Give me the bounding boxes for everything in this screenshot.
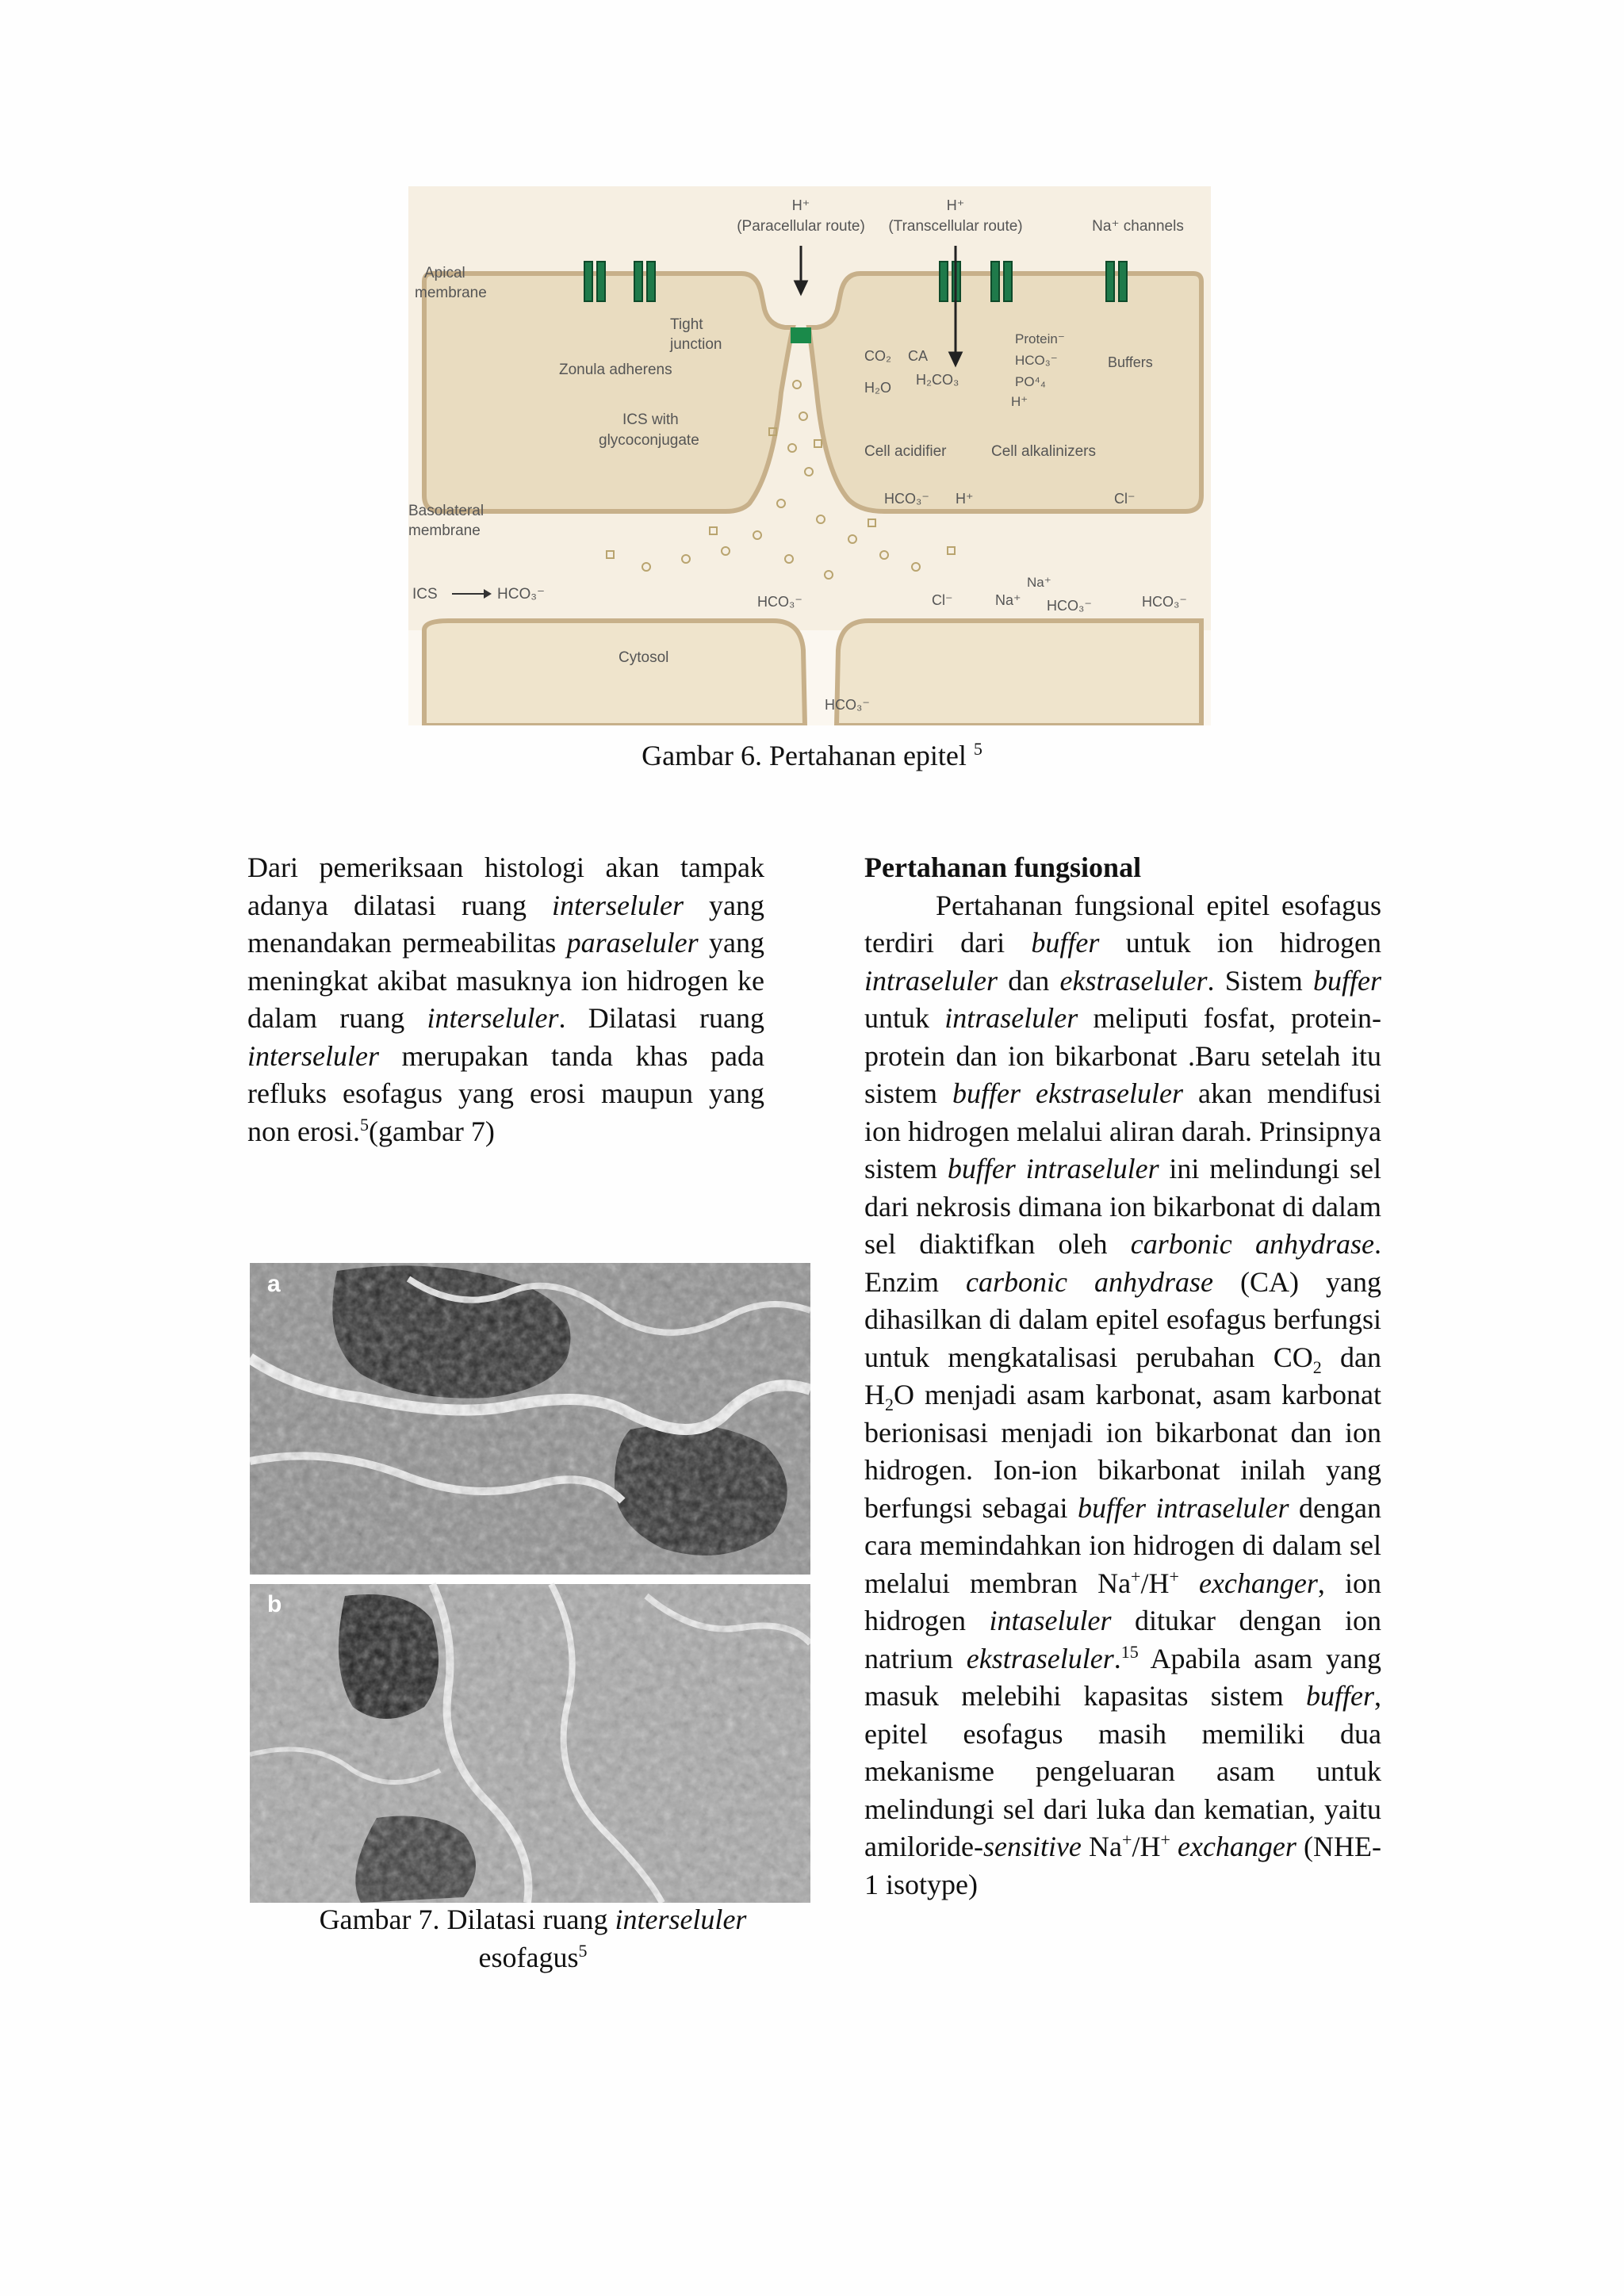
label-apical-2: membrane	[415, 285, 487, 301]
label-ics-1: ICS with	[622, 411, 679, 428]
right-column-text	[864, 849, 1381, 1904]
micrograph-panel-b	[250, 1584, 810, 1903]
label-protein: Protein⁻	[1015, 331, 1065, 346]
label-na-channels: Na⁺ channels	[1092, 218, 1184, 235]
label-cl-1: Cl⁻	[1114, 491, 1136, 507]
section-heading: Pertahanan fungsional	[864, 851, 1142, 883]
label-h-transcellular: H⁺	[946, 197, 965, 213]
figure-7-caption: Gambar 7. Dilatasi ruang interseluler esofagus$^5$	[319, 1904, 747, 1973]
label-basolateral-2: membrane	[408, 522, 481, 539]
label-hplus-2: H⁺	[956, 491, 974, 507]
label-zonula-adherens: Zonula adherens	[559, 362, 672, 378]
figure-6-caption	[0, 739, 1624, 772]
label-hco3-f: HCO₃⁻	[1142, 594, 1187, 610]
label-h2co3: H₂CO₃	[916, 372, 959, 388]
label-hco3-b: HCO₃⁻	[884, 491, 929, 507]
label-cell-acidifier: Cell acidifier	[864, 443, 947, 460]
label-po4: PO⁴₄	[1015, 374, 1046, 389]
label-cytosol: Cytosol	[619, 649, 669, 666]
label-apical-1: Apical	[424, 265, 465, 281]
label-ca: CA	[908, 348, 929, 364]
label-hco3-g: HCO₃⁻	[825, 697, 870, 713]
label-cell-alkalinizers: Cell alkalinizers	[991, 443, 1096, 460]
left-column-text	[247, 849, 764, 1150]
label-hco3-a: HCO₃⁻	[1015, 353, 1058, 368]
label-h-paracellular: H⁺	[791, 197, 810, 213]
label-tight-2: junction	[670, 336, 722, 353]
left-paragraph: Dari pemeriksaan histologi akan tampak adanya dilatasi ruang interseluler yang menandakan permeabilitas paraseluler yang meningkat akibat masuknya ion hidrogen ke dalam ruang interseluler. Dilatasi ruang interseluler merupakan tanda khas pada refluks esofagus yang erosi maupun yang non erosi.$^5$(gambar 7)	[247, 851, 764, 1147]
label-ics-2: glycoconjugate	[599, 432, 699, 449]
label-ics-arrow: ICS	[412, 586, 438, 603]
label-paracellular-route: (Paracellular route)	[737, 218, 865, 235]
label-h2o: H₂O	[864, 380, 891, 396]
panel-a-label: a	[267, 1271, 281, 1297]
figure-6-caption-ref: 5	[973, 739, 982, 759]
figure-epithelial-defense-diagram	[408, 186, 1211, 725]
label-hco3-d: HCO₃⁻	[757, 594, 802, 610]
figure-6-caption-text: Gambar 6. Pertahanan epitel	[642, 740, 974, 771]
label-cl-2: Cl⁻	[932, 592, 953, 608]
figure-micrographs	[250, 1263, 810, 1903]
label-na-plus: Na⁺	[1027, 575, 1051, 590]
label-transcellular-route: (Transcellular route)	[888, 218, 1023, 235]
micrograph-panel-a	[250, 1263, 810, 1575]
label-hco3-c: HCO₃⁻	[497, 586, 545, 603]
label-buffers: Buffers	[1108, 354, 1153, 370]
panel-b-label: b	[267, 1591, 282, 1617]
label-hplus: H⁺	[1011, 394, 1028, 409]
label-co2: CO₂	[864, 348, 891, 364]
label-na-2: Na⁺	[995, 592, 1021, 608]
label-basolateral-1: Basolateral	[408, 503, 485, 519]
label-tight-1: Tight	[670, 316, 703, 333]
right-paragraph: Pertahanan fungsional epitel esofagus terdiri dari buffer untuk ion hidrogen intraseluler dan ekstraseluler. Sistem buffer untuk intraseluler meliputi fosfat, protein-protein dan ion bikarbonat .Baru setelah itu sistem buffer ekstraseluler akan mendifusi ion hidrogen melalui aliran darah. Prinsipnya sistem buffer intraseluler ini melindungi sel dari nekrosis dimana ion bikarbonat di dalam sel diaktifkan oleh carbonic anhydrase. Enzim carbonic anhydrase (CA) yang dihasilkan di dalam epitel esofagus berfungsi untuk mengkatalisasi perubahan $CO_2$ dan $H_2O$ menjadi asam karbonat, asam karbonat berionisasi menjadi ion bikarbonat dan ion hidrogen. Ion-ion bikarbonat inilah yang berfungsi sebagai buffer intraseluler dengan cara memindahkan ion hidrogen di dalam sel melalui membran Na+/H+ exchanger, ion hidrogen intaseluler ditukar dengan ion natrium ekstraseluler.$^{15}$ Apabila asam yang masuk melebihi kapasitas sistem buffer, epitel esofagus masih memiliki dua mekanisme pengeluaran asam untuk melindungi sel dari luka dan kematian, yaitu amiloride-sensitive Na+/H+ exchanger (NHE-1 isotype)	[864, 889, 1381, 1900]
label-hco3-e: HCO₃⁻	[1047, 598, 1092, 614]
